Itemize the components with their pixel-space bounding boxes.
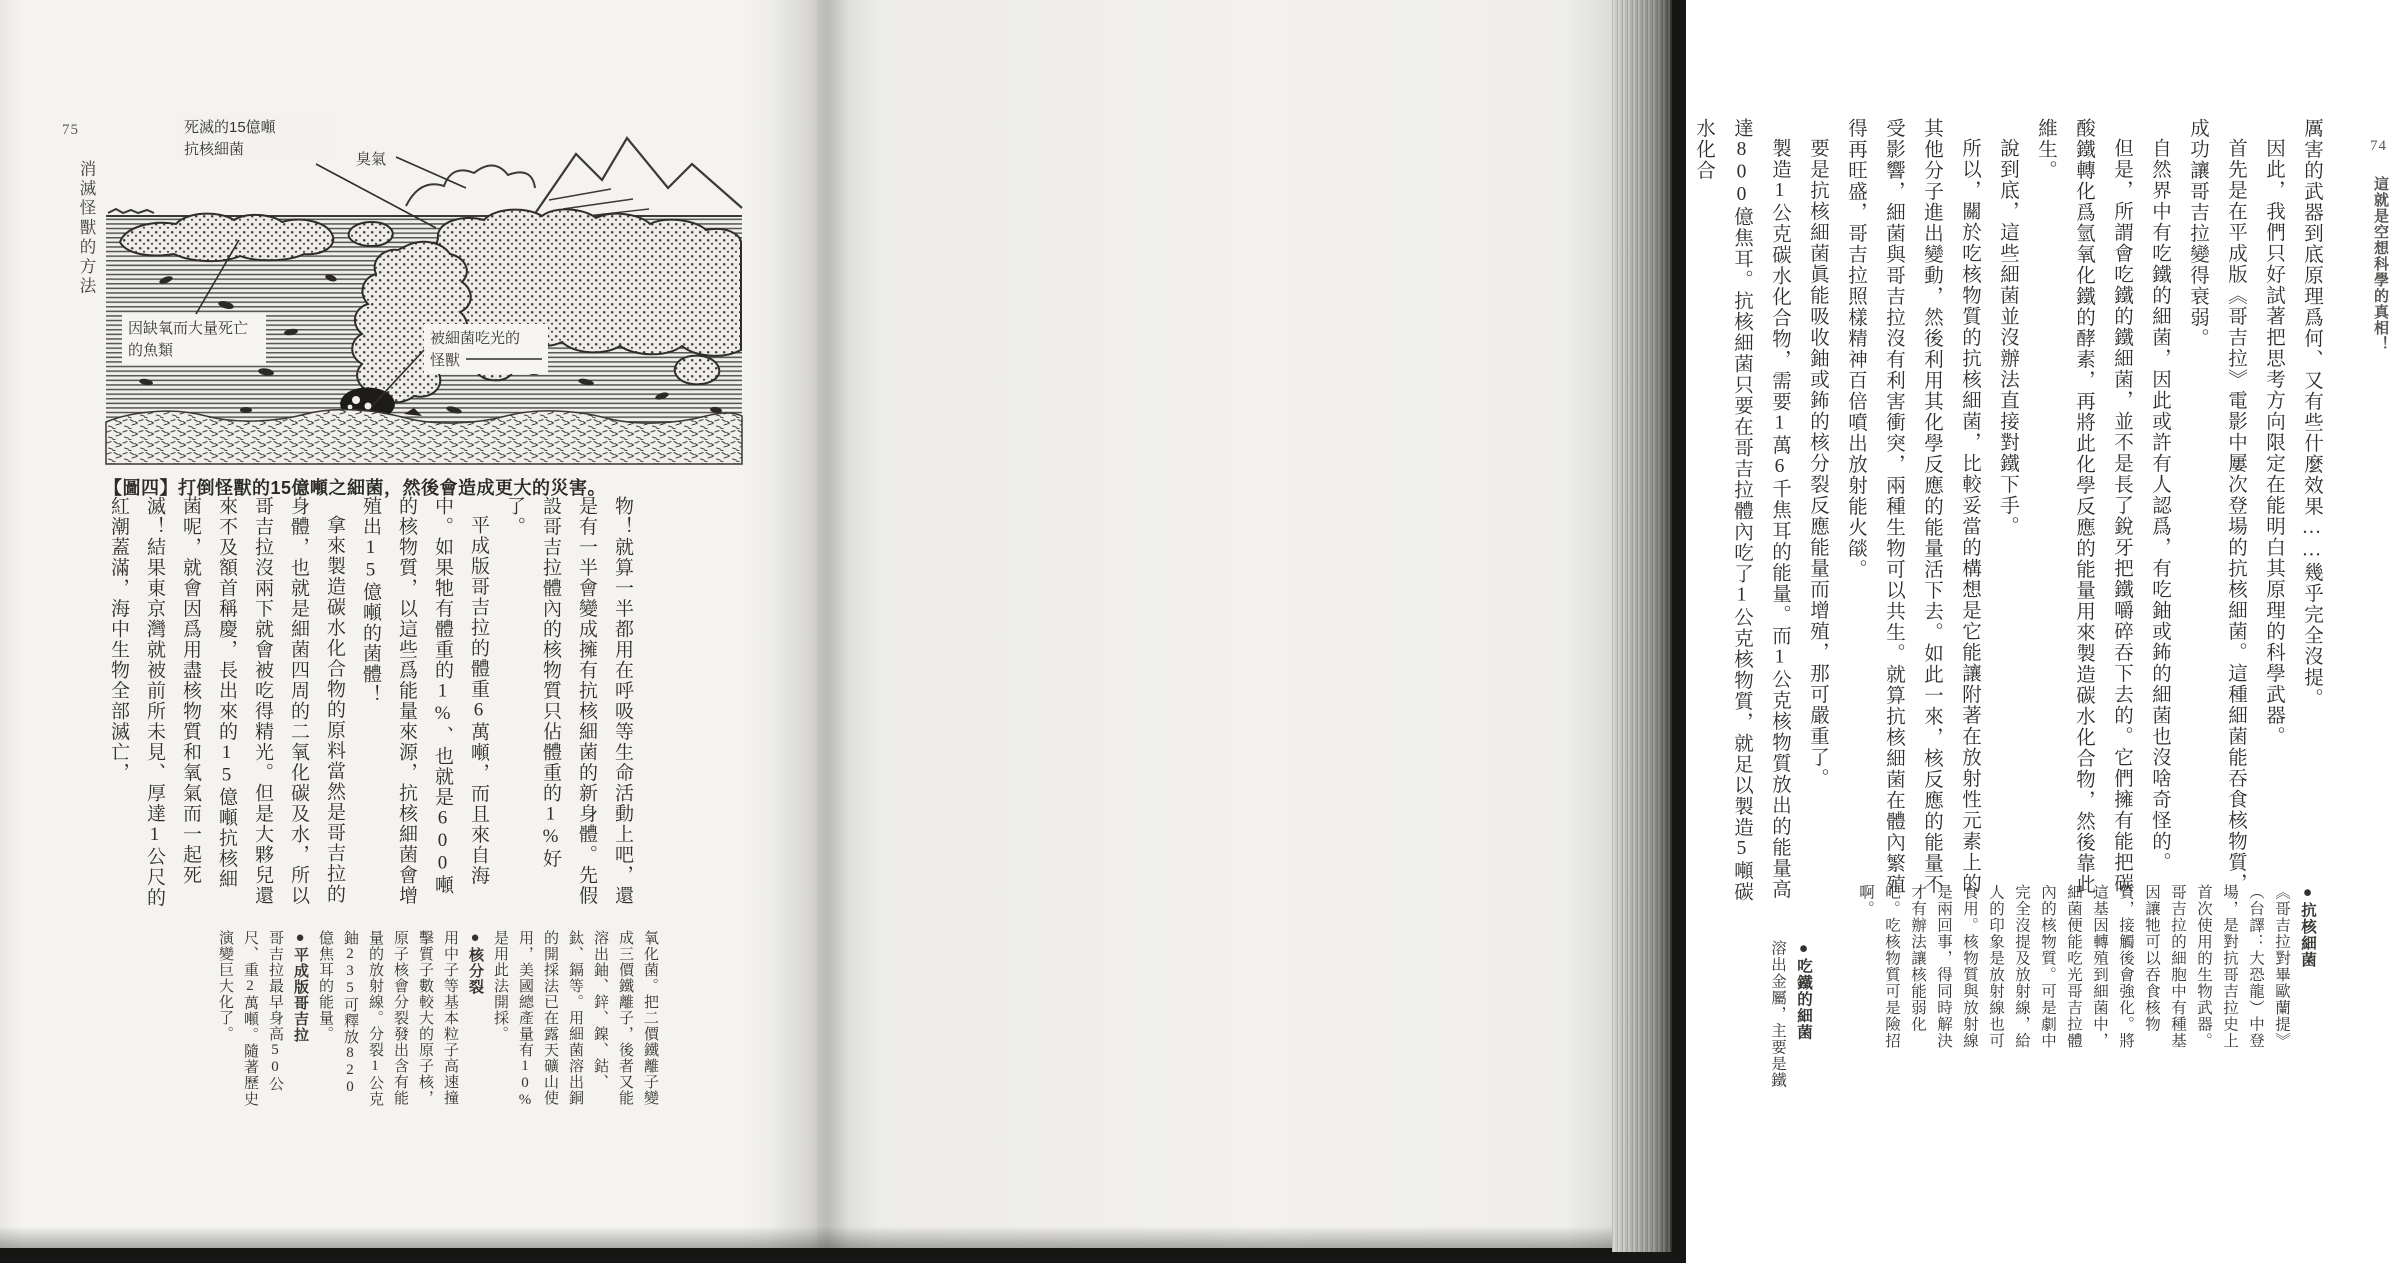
note-text-anti-nuclear-bacteria: 《哥吉拉對畢歐蘭提》（台譯：大恐龍）中登場，是對抗哥吉拉史上首次使用的生物武器。哥吉拉的細胞中有種基因讓牠可以吞食核物質，接觸後會強化。將這基因轉殖到細菌中，細菌便能吃光哥吉拉體內的核物質。可是劇中完全沒提及放射線，給人的印象是放射線也可食用。核物質與放射線是兩回事，得同時解決才有辦法讓核能弱化吧。吃核物質可是險招啊。 [1857, 884, 2290, 1049]
right-page-notes [1818, 884, 2320, 1056]
note-text-heisei-godzilla: 哥吉拉最早身高50公尺、重2萬噸。隨著歷史演變巨大化了。 [217, 930, 283, 1107]
body-paragraph: 製造1公克碳水化合物，需要1萬6千焦耳的能量。而1公克核物質放出的能量高達800億焦耳。抗核細菌只要在哥吉拉體內吃了1公克核物質，就足以製造5噸碳水化合 [1693, 118, 1790, 903]
body-paragraph: 因此，我們只好試著把思考方向限定在能明白其原理的科學武器。 [2263, 137, 2284, 747]
body-paragraph: 平成版哥吉拉的體重6萬噸，而且來自海中。如果牠有體重的1%、也就是600噸的核物質，以這些爲能量來源，抗核細菌會增殖出15億噸的菌體！ [360, 496, 489, 906]
book-fore-edge [1612, 0, 1672, 1252]
sea-illustration [106, 110, 742, 464]
body-paragraph: 要是抗核細菌眞能吸收鈾或鈽的核分裂反應能量而增殖，那可嚴重了。 [1807, 137, 1828, 789]
left-page-number: 75 [62, 122, 79, 138]
body-paragraph: 說到底，這些細菌並沒辦法直接對鐵下手。 [1997, 137, 2018, 537]
body-paragraph: 所以，關於吃核物質的抗核細菌，比較妥當的構想是它能讓附著在放射性元素上的其他分子進出變動，然後利用其化學反應的能量活下去。如此一來，核反應的能量不受影響，細菌與哥吉拉沒有利害衝突，兩種生物可以共生。就算抗核細菌在體內繁殖得再旺盛，哥吉拉照樣精神百倍噴出放射能火燄。 [1845, 118, 1980, 895]
body-paragraph: 首先是在平成版《哥吉拉》電影中屢次登場的抗核細菌。這種細菌能吞食核物質，成功讓哥吉拉變得衰弱。 [2187, 118, 2246, 894]
body-paragraph: 但是，所謂會吃鐵的鐵細菌，並不是長了銳牙把鐵嚼碎吞下去的。它們擁有能把碳酸鐵轉化爲氫氧化鐵的酵素，再將此化學反應的能量用來製造碳水化合物，然後靠此維生。 [2035, 118, 2132, 895]
mountains-outline [534, 138, 742, 215]
body-paragraph: 拿來製造碳水化合物的原料當然是哥吉拉的身體，也就是細菌四周的二氧化碳及水，所以哥吉拉沒兩下就會被吃得精光。但是大夥兒還來不及額首稱慶，長出來的15億噸抗核細菌呢，就會因爲用盡核物質和氧氣而一起死滅！結果東京灣就被前所未見、厚達1公尺的紅潮蓋滿，海中生物全部滅亡， [108, 496, 345, 908]
note-text-fission: 用中子等基本粒子高速撞擊質子數較大的原子核，原子核會分裂發出含有能量的放射線。分裂1公克鈾235可釋放820億焦耳的能量。 [317, 930, 458, 1107]
note-continuation: 氧化菌。把二價鐵離子變成三價鐵離子，後者又能溶出鈾、鋅、鎳、鈷、鈦、鎘等。用細菌溶出銅的開採法已在露天礦山使用，美國總產量有10%是用此法開採。 [492, 930, 658, 1109]
label-stench-text: 臭氣 [356, 151, 387, 168]
left-page [0, 0, 818, 1248]
note-text-iron-eating-bacteria: 溶出金屬，主要是鐵 [1769, 940, 1786, 1089]
right-page-number: 74 [2370, 138, 2387, 154]
left-page-body [84, 496, 640, 908]
right-page [818, 0, 2388, 1248]
left-running-title: 消滅怪獸的方法 [77, 160, 96, 297]
left-page-notes [138, 930, 662, 1110]
label-dead-fish-line1: 因缺氧而大量死亡 [128, 320, 249, 337]
right-page-body [1668, 118, 2330, 906]
label-stench [354, 148, 466, 188]
right-page-notes-iron [1734, 940, 1816, 1105]
note-title-anti-nuclear-bacteria: ●抗核細菌 [2299, 884, 2316, 968]
body-paragraph: 厲害的武器到底原理爲何、又有些什麼效果……幾乎完全沒提。 [2301, 118, 2322, 709]
label-dead-bacteria-line2: 抗核細菌 [184, 141, 245, 158]
label-dead-bacteria-line1: 死滅的15億噸 [184, 119, 276, 136]
body-paragraph: 自然界中有吃鐵的細菌，因此或許有人認爲，有吃鈾或鈽的細菌也沒啥奇怪的。 [2149, 137, 2170, 873]
label-dead-bacteria [178, 114, 436, 228]
cloud-outline [406, 165, 535, 206]
body-paragraph: 物！就算一半都用在呼吸等生命活動上吧，還是有一半會變成擁有抗核細菌的新身體。先假設哥吉拉體內的核物質只佔體重的1%好了。 [504, 496, 633, 906]
figure-illustration [106, 110, 742, 464]
note-title-heisei-godzilla: ●平成版哥吉拉 [292, 930, 308, 1043]
note-title-iron-eating-bacteria: ●吃鐵的細菌 [1795, 940, 1812, 1041]
label-eaten-monster-line1: 被細菌吃光的 [430, 330, 521, 347]
label-eaten-monster-line2: 怪獸 [430, 352, 461, 369]
note-title-fission: ●核分裂 [467, 930, 483, 995]
right-running-title: 這就是空想科學的真相！ [2372, 176, 2388, 352]
figure-caption: 【圖四】打倒怪獸的15億噸之細菌，然後會造成更大的災害。 [104, 478, 607, 498]
label-dead-fish-line2: 的魚類 [128, 342, 174, 359]
